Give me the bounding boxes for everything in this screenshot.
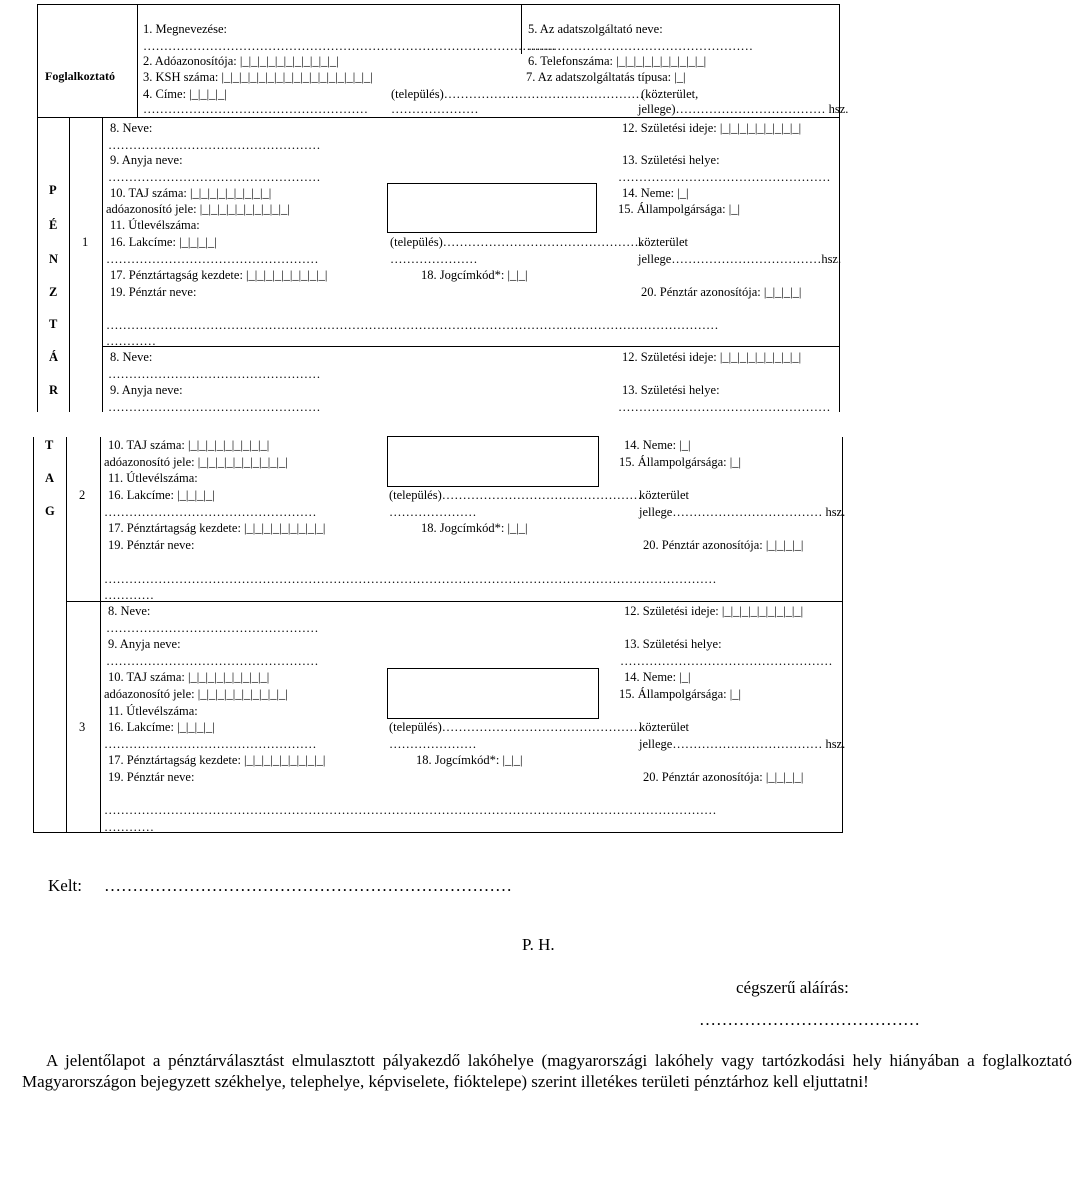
address-dots[interactable]: ……………………………………………: [106, 252, 319, 266]
person-number: 1: [82, 235, 89, 249]
employer-name-label: 1. Megnevezése:: [143, 22, 227, 36]
kelt-label: Kelt:: [48, 876, 82, 895]
rule: [66, 601, 842, 602]
fund-name-dots[interactable]: …………: [104, 820, 154, 834]
taj-field[interactable]: 10. TAJ száma: |_|_|_|_|_|_|_|_|_|: [108, 438, 270, 452]
town-dots[interactable]: …………………: [389, 737, 477, 751]
name-field[interactable]: ……………………………………………: [106, 621, 319, 635]
street-type-field[interactable]: jellege……………………………… hsz.: [639, 737, 846, 751]
birth-place-label: 13. Születési helye:: [622, 383, 720, 397]
membership-start-field[interactable]: 17. Pénztártagság kezdete: |_|_|_|_|_|_|_|_|_|: [108, 521, 326, 535]
employer-town-dots[interactable]: …………………: [391, 102, 479, 116]
employer-street-type[interactable]: jellege)……………………………… hsz.: [638, 102, 849, 116]
side-letter: T: [49, 317, 58, 331]
rule: [137, 4, 138, 117]
birth-date-field[interactable]: 12. Születési ideje: |_|_|_|_|_|_|_|_|_|: [622, 350, 802, 364]
tax-id-field[interactable]: adóazonosító jele: |_|_|_|_|_|_|_|_|_|_|: [104, 687, 288, 701]
street-type-field[interactable]: jellege……………………………… hsz.: [639, 505, 846, 519]
address-field[interactable]: 16. Lakcíme: |_|_|_|_|: [110, 235, 217, 249]
rule: [37, 4, 38, 117]
citizenship-field[interactable]: 15. Állampolgársága: |_|: [619, 687, 741, 701]
name-label: 8. Neve:: [110, 350, 153, 364]
side-letter: É: [49, 218, 58, 232]
person-number: 3: [79, 720, 86, 734]
sex-field[interactable]: 14. Neme: |_|: [622, 186, 689, 200]
rule: [69, 117, 70, 412]
town-field[interactable]: (település)…………………………………………: [389, 720, 642, 734]
employer-name-field[interactable]: ………………………………………………………………………………………: [143, 39, 556, 53]
taj-field[interactable]: 10. TAJ száma: |_|_|_|_|_|_|_|_|_|: [108, 670, 270, 684]
birth-place-label: 13. Születési helye:: [622, 153, 720, 167]
footer-note: A jelentőlapot a pénztárválasztást elmulasztott pályakezdő lakóhelye (magyarországi lakóhely vagy tartózkodási hely hiányában a foglalkoztató Magyarországon bejegyzett székhelye, telephelye, képviselete, fióktelepe) szerint illetékes területi pénztárhoz kell eljuttatni!: [22, 1051, 1072, 1091]
membership-start-field[interactable]: 17. Pénztártagság kezdete: |_|_|_|_|_|_|_|_|_|: [108, 753, 326, 767]
provider-phone[interactable]: 6. Telefonszáma: |_|_|_|_|_|_|_|_|_|_|: [528, 54, 707, 68]
address-dots[interactable]: ……………………………………………: [104, 505, 317, 519]
code-field[interactable]: 18. Jogcímkód*: |_|_|: [416, 753, 523, 767]
fund-name-label: 19. Pénztár neve:: [108, 538, 195, 552]
rule: [33, 437, 34, 833]
street-label: közterület: [638, 235, 688, 249]
birth-place-label: 13. Születési helye:: [624, 637, 722, 651]
name-field[interactable]: ……………………………………………: [108, 138, 321, 152]
side-letter: A: [45, 471, 55, 485]
employer-ksh-number[interactable]: 3. KSH száma: |_|_|_|_|_|_|_|_|_|_|_|_|_|_|_|_|_|: [143, 70, 373, 84]
birth-date-field[interactable]: 12. Születési ideje: |_|_|_|_|_|_|_|_|_|: [622, 121, 802, 135]
membership-start-field[interactable]: 17. Pénztártagság kezdete: |_|_|_|_|_|_|_|_|_|: [110, 268, 328, 282]
signature-label: cégszerű aláírás:: [736, 978, 849, 997]
town-field[interactable]: (település)…………………………………………: [389, 488, 642, 502]
fund-id-field[interactable]: 20. Pénztár azonosítója: |_|_|_|_|: [641, 285, 802, 299]
fund-name-field[interactable]: …………………………………………………………………………………………………………………………………: [106, 318, 719, 332]
mother-label: 9. Anyja neve:: [108, 637, 181, 651]
photo-box[interactable]: [387, 436, 599, 487]
side-letter: P: [49, 183, 57, 197]
employer-label: Foglalkoztató: [45, 69, 115, 83]
rule: [842, 437, 843, 833]
passport-label: 11. Útlevélszáma:: [108, 471, 198, 485]
taj-field[interactable]: 10. TAJ száma: |_|_|_|_|_|_|_|_|_|: [110, 186, 272, 200]
sex-field[interactable]: 14. Neme: |_|: [624, 438, 691, 452]
rule: [102, 346, 839, 347]
rule: [839, 4, 840, 117]
photo-box[interactable]: [387, 668, 599, 719]
fund-name-field[interactable]: …………………………………………………………………………………………………………………………………: [104, 572, 717, 586]
tax-id-field[interactable]: adóazonosító jele: |_|_|_|_|_|_|_|_|_|_|: [106, 202, 290, 216]
fund-name-label: 19. Pénztár neve:: [108, 770, 195, 784]
tax-id-field[interactable]: adóazonosító jele: |_|_|_|_|_|_|_|_|_|_|: [104, 455, 288, 469]
photo-box[interactable]: [387, 183, 597, 233]
street-label: közterület: [639, 720, 689, 734]
name-label: 8. Neve:: [108, 604, 151, 618]
rule: [37, 4, 839, 5]
town-dots[interactable]: …………………: [390, 252, 478, 266]
fund-id-field[interactable]: 20. Pénztár azonosítója: |_|_|_|_|: [643, 770, 804, 784]
mother-field[interactable]: ……………………………………………: [106, 654, 319, 668]
code-field[interactable]: 18. Jogcímkód*: |_|_|: [421, 268, 528, 282]
employer-tax-id[interactable]: 2. Adóazonosítója: |_|_|_|_|_|_|_|_|_|_|_|: [143, 54, 339, 68]
citizenship-field[interactable]: 15. Állampolgársága: |_|: [618, 202, 740, 216]
street-label: közterület: [639, 488, 689, 502]
passport-label: 11. Útlevélszáma:: [110, 218, 200, 232]
stamp-placeholder: P. H.: [522, 935, 555, 954]
employer-street: (közterület,: [641, 87, 699, 101]
birth-place-field[interactable]: ……………………………………………: [620, 654, 833, 668]
provider-type[interactable]: 7. Az adatszolgáltatás típusa: |_|: [526, 70, 686, 84]
rule: [37, 117, 38, 412]
fund-name-dots[interactable]: …………: [106, 334, 156, 348]
side-letter: N: [49, 252, 59, 266]
fund-name-dots[interactable]: …………: [104, 588, 154, 602]
birth-place-field[interactable]: ……………………………………………: [618, 170, 831, 184]
mother-field[interactable]: ……………………………………………: [108, 170, 321, 184]
person-number: 2: [79, 488, 86, 502]
passport-label: 11. Útlevélszáma:: [108, 704, 198, 718]
fund-name-field[interactable]: …………………………………………………………………………………………………………………………………: [104, 803, 717, 817]
name-field[interactable]: ……………………………………………: [108, 367, 321, 381]
fund-name-label: 19. Pénztár neve:: [110, 285, 197, 299]
rule: [37, 117, 839, 118]
fund-id-field[interactable]: 20. Pénztár azonosítója: |_|_|_|_|: [643, 538, 804, 552]
sex-field[interactable]: 14. Neme: |_|: [624, 670, 691, 684]
side-letter: G: [45, 504, 55, 518]
address-dots[interactable]: ……………………………………………: [104, 737, 317, 751]
address-field[interactable]: 16. Lakcíme: |_|_|_|_|: [108, 488, 215, 502]
signature-field[interactable]: …………………………………: [699, 1010, 920, 1029]
side-letter: T: [45, 438, 54, 452]
employer-address[interactable]: 4. Címe: |_|_|_|_|: [143, 87, 227, 101]
employer-address-dots[interactable]: ………………………………………………: [143, 102, 368, 116]
citizenship-field[interactable]: 15. Állampolgársága: |_|: [619, 455, 741, 469]
town-field[interactable]: (település)…………………………………………: [390, 235, 643, 249]
rule: [33, 832, 842, 833]
rule: [66, 437, 67, 833]
kelt-field[interactable]: ………………………………………………………………: [104, 876, 512, 895]
code-field[interactable]: 18. Jogcímkód*: |_|_|: [421, 521, 528, 535]
mother-label: 9. Anyja neve:: [110, 153, 183, 167]
address-field[interactable]: 16. Lakcíme: |_|_|_|_|: [108, 720, 215, 734]
side-letter: Z: [49, 285, 58, 299]
mother-label: 9. Anyja neve:: [110, 383, 183, 397]
mother-field[interactable]: ……………………………………………: [108, 400, 321, 414]
birth-date-field[interactable]: 12. Születési ideje: |_|_|_|_|_|_|_|_|_|: [624, 604, 804, 618]
birth-place-field[interactable]: ……………………………………………: [618, 400, 831, 414]
rule: [100, 437, 101, 833]
provider-name-label: 5. Az adatszolgáltató neve:: [528, 22, 663, 36]
side-letter: Á: [49, 350, 59, 364]
provider-name-field[interactable]: ………………………………………………: [528, 39, 753, 53]
town-dots[interactable]: …………………: [389, 505, 477, 519]
employer-town[interactable]: (település)…………………………………………: [391, 87, 644, 101]
street-type-field[interactable]: jellege………………………………hsz.: [638, 252, 842, 266]
side-letter: R: [49, 383, 59, 397]
rule: [102, 117, 103, 412]
name-label: 8. Neve:: [110, 121, 153, 135]
